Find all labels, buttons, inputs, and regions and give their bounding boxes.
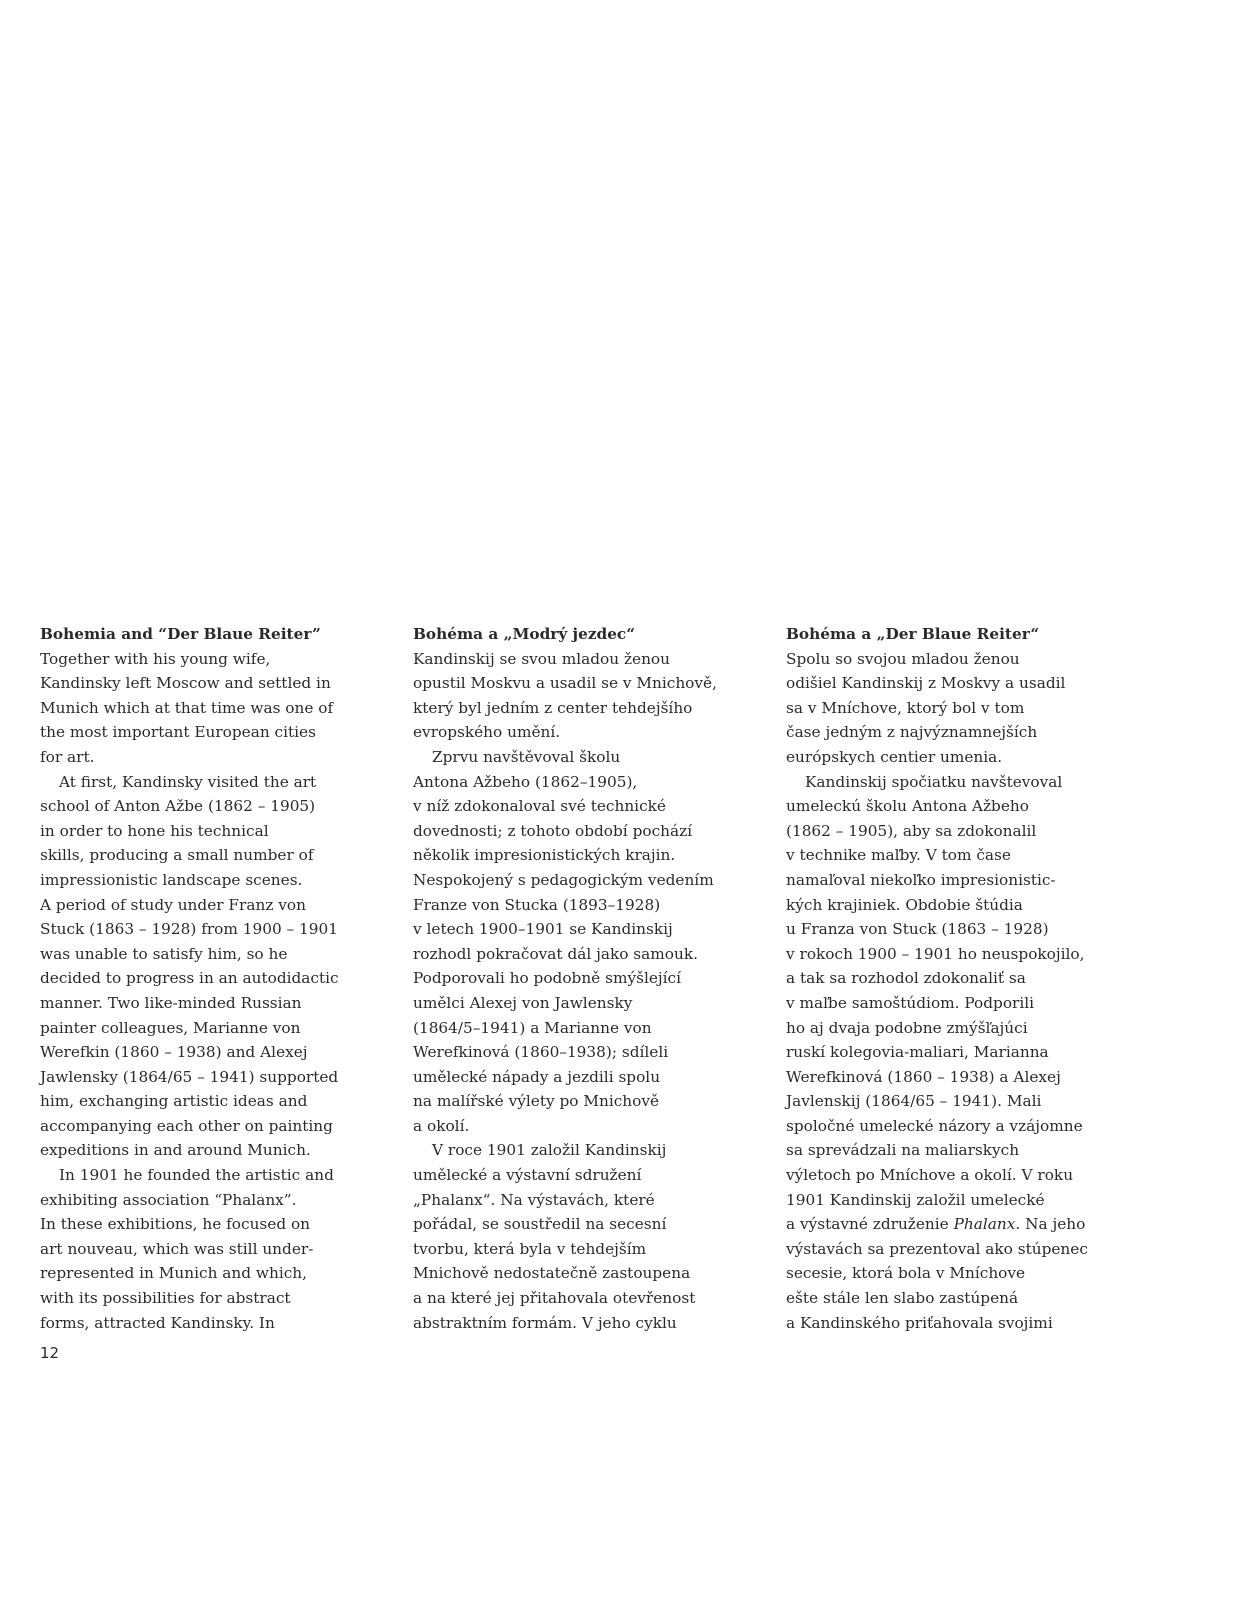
- text-line: with its possibilities for abstract: [40, 1289, 291, 1308]
- text-line: odišiel Kandinskij z Moskvy a usadil: [786, 674, 1066, 693]
- text-line: Kandinsky left Moscow and settled in: [40, 674, 331, 693]
- text-line: evropského umění.: [413, 723, 561, 742]
- text-line: school of Anton Ažbe (1862 – 1905): [40, 797, 316, 816]
- text-line: výstavách sa prezentoval ako stúpenec: [786, 1239, 1088, 1258]
- text-line: namaľoval niekoľko impresionistic-: [786, 870, 1056, 889]
- text-line: umělci Alexej von Jawlensky: [413, 993, 633, 1012]
- text-line: in order to hone his technical: [40, 821, 269, 840]
- text-line: několik impresionistických krajin.: [413, 846, 676, 865]
- text-line: At first, Kandinsky visited the art: [59, 772, 317, 791]
- text-line: Mnichově nedostatečně zastoupena: [413, 1264, 691, 1283]
- text-line: impressionistic landscape scenes.: [40, 870, 303, 889]
- text-line: pořádal, se soustředil na secesní: [413, 1215, 667, 1234]
- text-line: Franze von Stucka (1893–1928): [413, 895, 661, 914]
- text-line: abstraktním formám. V jeho cyklu: [413, 1313, 677, 1332]
- text-line: In these exhibitions, he focused on: [40, 1215, 311, 1234]
- text-line: sa sprevádzali na maliarskych: [786, 1141, 1020, 1160]
- text-line: expeditions in and around Munich.: [40, 1141, 311, 1160]
- text-line: sa v Mníchove, ktorý bol v tom: [786, 698, 1025, 717]
- text-line: accompanying each other on painting: [40, 1116, 333, 1135]
- text-line: Kandinskij se svou mladou ženou: [413, 649, 670, 668]
- text-line: skills, producing a small number of: [40, 846, 314, 865]
- text-line: čase jedným z najvýznamnejších: [786, 723, 1038, 742]
- text-line: secesie, ktorá bola v Mníchove: [786, 1264, 1026, 1283]
- text-line: v technike maľby. V tom čase: [786, 846, 1011, 865]
- text-line: ešte stále len slabo zastúpená: [786, 1289, 1019, 1308]
- text-columns: [40, 622, 1210, 1335]
- text-line: In 1901 he founded the artistic and: [59, 1166, 334, 1185]
- text-line: Stuck (1863 – 1928) from 1900 – 1901: [40, 920, 338, 939]
- column-body: [413, 647, 738, 1336]
- text-line: Werefkinová (1860–1938); sdíleli: [413, 1043, 669, 1062]
- text-line: na malířské výlety po Mnichově: [413, 1092, 660, 1111]
- text-line: v maľbe samoštúdiom. Podporili: [786, 993, 1035, 1012]
- italic-title: Phalanx: [953, 1215, 1016, 1234]
- text-line: exhibiting association “Phalanx”.: [40, 1190, 297, 1209]
- text-line: Antona Ažbeho (1862–1905),: [413, 772, 638, 791]
- text-line: Werefkin (1860 – 1938) and Alexej: [40, 1043, 308, 1062]
- text-line: u Franza von Stuck (1863 – 1928): [786, 920, 1049, 939]
- text-line: manner. Two like-minded Russian: [40, 993, 302, 1012]
- text-line: decided to progress in an autodidactic: [40, 969, 339, 988]
- text-line: a tak sa rozhodol zdokonaliť sa: [786, 969, 1026, 988]
- text-line: a na které jej přitahovala otevřenost: [413, 1289, 696, 1308]
- text-line: rozhodl pokračovat dál jako samouk.: [413, 944, 698, 963]
- text-line: ho aj dvaja podobne zmýšľajúci: [786, 1018, 1028, 1037]
- column-heading: Bohemia and “Der Blaue Reiter”: [40, 625, 321, 643]
- text-line: A period of study under Franz von: [40, 895, 306, 914]
- text-line: „Phalanx“. Na výstavách, které: [413, 1190, 655, 1209]
- text-line: a okolí.: [413, 1116, 470, 1135]
- text-line: Together with his young wife,: [40, 649, 271, 668]
- column-czech: [413, 622, 738, 1335]
- text-line: Javlenskij (1864/65 – 1941). Mali: [786, 1092, 1042, 1111]
- text-line: Munich which at that time was one of: [40, 698, 334, 717]
- text-line: Jawlensky (1864/65 – 1941) supported: [40, 1067, 339, 1086]
- column-slovak: [786, 622, 1111, 1335]
- text-line: Podporovali ho podobně smýšlející: [413, 969, 681, 988]
- text-line: painter colleagues, Marianne von: [40, 1018, 301, 1037]
- column-heading: Bohéma a „Modrý jezdec“: [413, 625, 636, 643]
- text-line: európskych centier umenia.: [786, 747, 1003, 766]
- text-line: Kandinskij spočiatku navštevoval: [805, 772, 1063, 791]
- column-body: [40, 647, 365, 1336]
- text-line: V roce 1901 založil Kandinskij: [432, 1141, 667, 1160]
- text-line: (1862 – 1905), aby sa zdokonalil: [786, 821, 1037, 840]
- text-line: v letech 1900–1901 se Kandinskij: [413, 920, 673, 939]
- text-line: art nouveau, which was still under-: [40, 1239, 314, 1258]
- text-line: Werefkinová (1860 – 1938) a Alexej: [786, 1067, 1061, 1086]
- text-line: kých krajiniek. Obdobie štúdia: [786, 895, 1023, 914]
- text-line: was unable to satisfy him, so he: [40, 944, 288, 963]
- text-line: umělecké nápady a jezdili spolu: [413, 1067, 661, 1086]
- text-line: výletoch po Mníchove a okolí. V roku: [786, 1166, 1074, 1185]
- text-line: umeleckú školu Antona Ažbeho: [786, 797, 1029, 816]
- text-line: him, exchanging artistic ideas and: [40, 1092, 308, 1111]
- text-line: represented in Munich and which,: [40, 1264, 308, 1283]
- text-line: 1901 Kandinskij založil umelecké: [786, 1190, 1045, 1209]
- text-line: v rokoch 1900 – 1901 ho neuspokojilo,: [786, 944, 1085, 963]
- text-line: ruskí kolegovia-maliari, Marianna: [786, 1043, 1049, 1062]
- text-line: forms, attracted Kandinsky. In: [40, 1313, 275, 1332]
- text-line: (1864/5–1941) a Marianne von: [413, 1018, 652, 1037]
- column-body: [786, 647, 1111, 1336]
- text-line: dovednosti; z tohoto období pochází: [413, 821, 693, 840]
- text-line: a výstavné združenie Phalanx. Na jeho: [786, 1215, 1086, 1234]
- text-line: a Kandinského priťahovala svojimi: [786, 1313, 1053, 1332]
- text-line: který byl jedním z center tehdejšího: [413, 698, 693, 717]
- text-line: spoločné umelecké názory a vzájomne: [786, 1116, 1083, 1135]
- text-line: Spolu so svojou mladou ženou: [786, 649, 1020, 668]
- column-english: [40, 622, 365, 1335]
- text-line: the most important European cities: [40, 723, 316, 742]
- text-line: Zprvu navštěvoval školu: [432, 747, 621, 766]
- page-number: 12: [40, 1344, 60, 1362]
- text-line: Nespokojený s pedagogickým vedením: [413, 870, 714, 889]
- text-line: v níž zdokonaloval své technické: [413, 797, 666, 816]
- text-line: tvorbu, která byla v tehdejším: [413, 1239, 647, 1258]
- text-line: umělecké a výstavní sdružení: [413, 1166, 642, 1185]
- text-line: for art.: [40, 747, 95, 766]
- column-heading: Bohéma a „Der Blaue Reiter“: [786, 625, 1040, 643]
- text-line: opustil Moskvu a usadil se v Mnichově,: [413, 674, 717, 693]
